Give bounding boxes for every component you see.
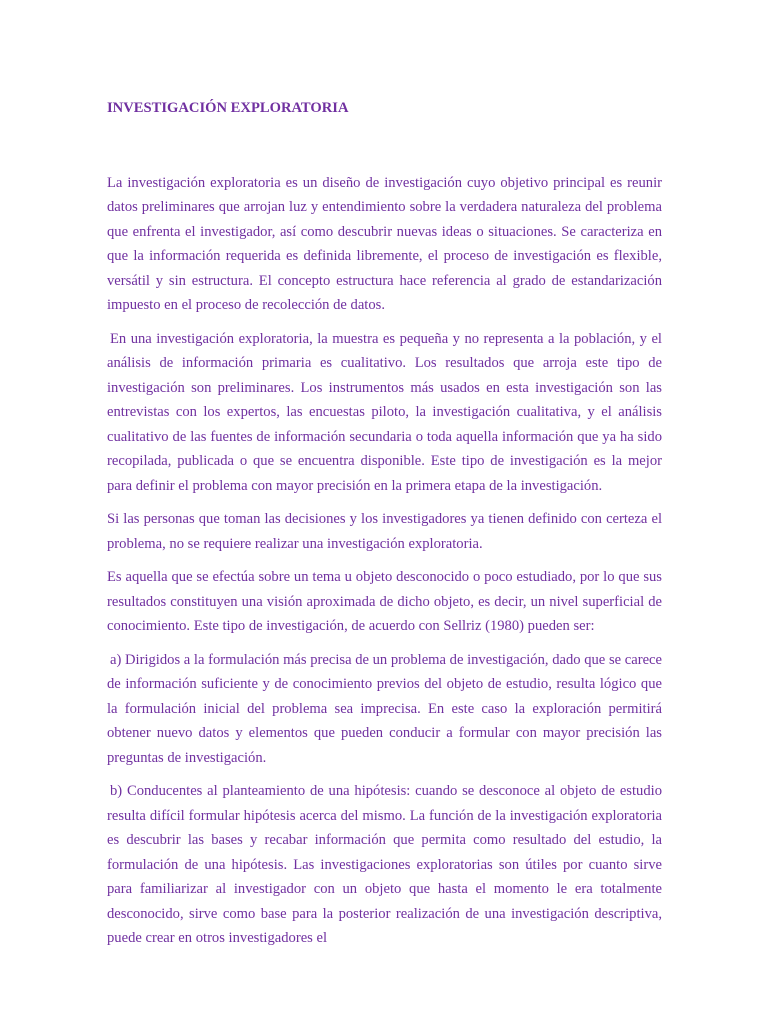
paragraph-1: La investigación exploratoria es un diseño de investigación cuyo objetivo principal es reunir datos preliminares que arrojan luz y entendimiento sobre la verdadera naturaleza del problema que enfrenta el investigador, así como descubrir nuevas ideas o situaciones. Se caracteriza en que la información requerida es definida libremente, el proceso de investigación es flexible, versátil y sin estructura. El concepto estructura hace referencia al grado de estandarización impuesto en el proceso de recolección de datos. [107, 174, 662, 313]
paragraph-6: b) Conducentes al planteamiento de una hipótesis: cuando se desconoce al objeto de estudio resulta difícil formular hipótesis acerca del mismo. La función de la investigación exploratoria es descubrir las bases y recabar información que permita como resultado del estudio, la formulación de una hipótesis. Las investigaciones exploratorias son útiles por cuanto sirve para familiarizar al investigador con un objeto que hasta el momento le era totalmente desconocido, sirve como base para la posterior realización de una investigación descriptiva, puede crear en otros investigadores el [107, 783, 662, 946]
document-body [107, 171, 662, 951]
paragraph-5: a) Dirigidos a la formulación más precisa de un problema de investigación, dado que se carece de información suficiente y de conocimiento previos del objeto de estudio, resulta lógico que la formulación inicial del problema sea imprecisa. En este caso la exploración permitirá obtener nuevo datos y elementos que pueden conducir a formular con mayor precisión las preguntas de investigación. [107, 651, 662, 766]
paragraph-3: Si las personas que toman las decisiones y los investigadores ya tienen definido con certeza el problema, no se requiere realizar una investigación exploratoria. [107, 511, 662, 552]
paragraph-2: En una investigación exploratoria, la muestra es pequeña y no representa a la población, y el análisis de información primaria es cualitativo. Los resultados que arroja este tipo de investigación son preliminares. Los instrumentos más usados en esta investigación son las entrevistas con los expertos, las encuestas piloto, la investigación cualitativa, y el análisis cualitativo de las fuentes de información secundaria o toda aquella información que ya ha sido recopilada, publicada o que se encuentra disponible. Este tipo de investigación es la mejor para definir el problema con mayor precisión en la primera etapa de la investigación. [107, 330, 662, 494]
document-title: INVESTIGACIÓN EXPLORATORIA [107, 100, 349, 116]
paragraph-4: Es aquella que se efectúa sobre un tema u objeto desconocido o poco estudiado, por lo que sus resultados constituyen una visión aproximada de dicho objeto, es decir, un nivel superficial de conocimiento. Este tipo de investigación, de acuerdo con Sellriz (1980) pueden ser: [107, 569, 662, 634]
